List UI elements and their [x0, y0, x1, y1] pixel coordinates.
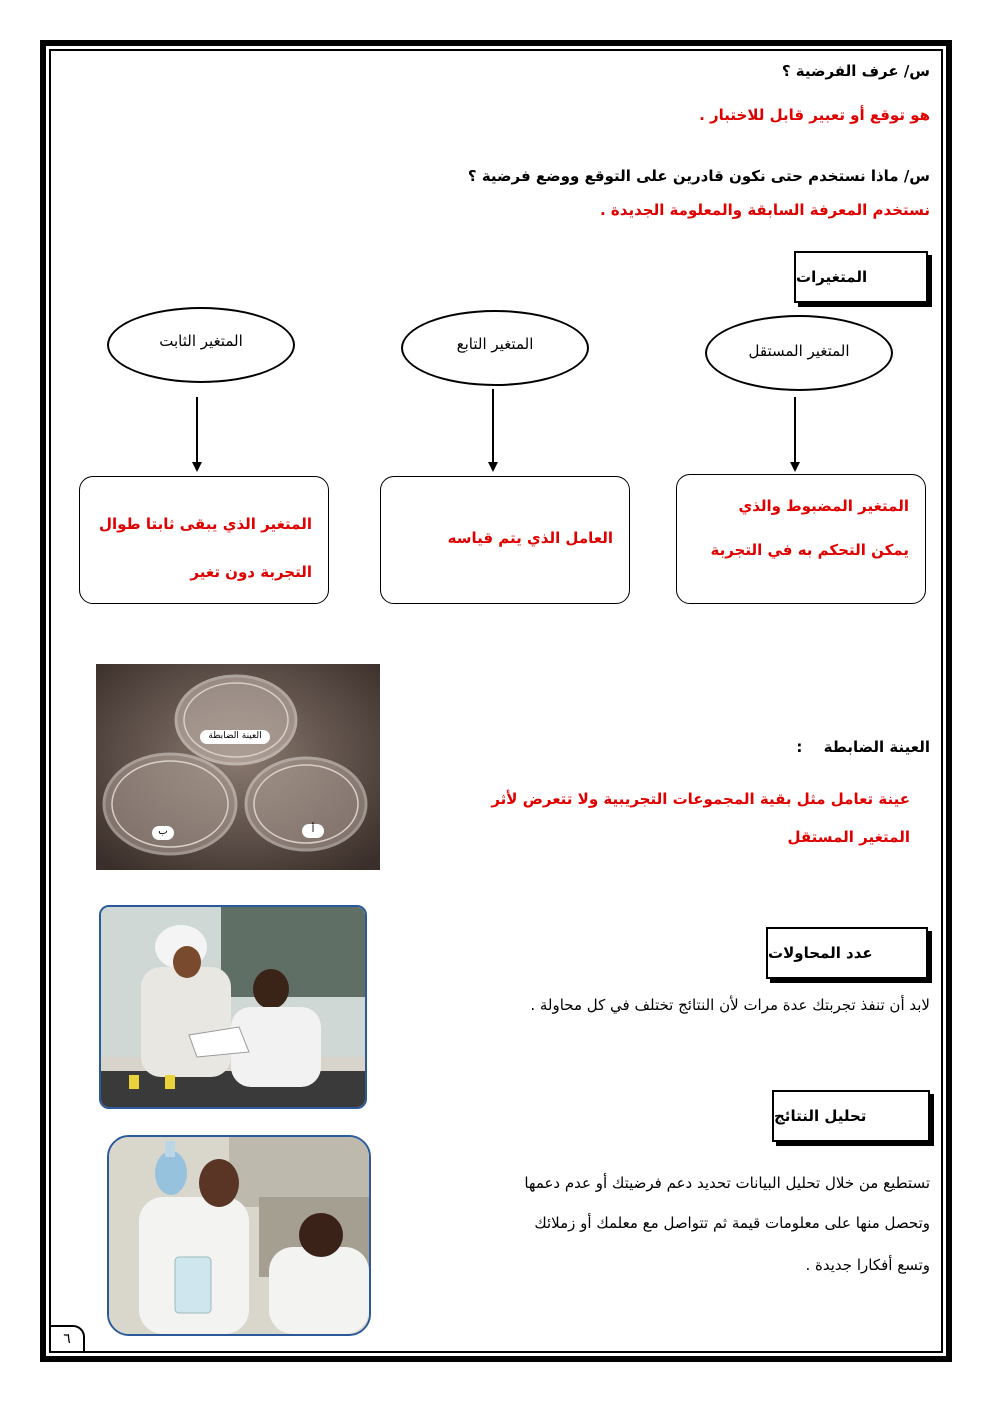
variables-heading [794, 251, 928, 303]
control-sample-tag: العينة الضابطة [208, 731, 262, 741]
analysis-line2: وتحصل منها على معلومات قيمة ثم تتواصل مع معلمك أو زملائك [534, 1214, 930, 1232]
lab-photo-2-drawing [109, 1137, 369, 1334]
variables-heading-text: المتغيرات [796, 268, 868, 286]
analysis-line3: وتسع أفكارا جديدة . [805, 1256, 930, 1274]
independent-variable-line2: يمكن التحكم به في التجربة [710, 541, 909, 559]
arrow-constant-line [196, 397, 198, 463]
control-sample-colon: : [796, 738, 803, 756]
constant-variable-title: المتغير الثابت [159, 332, 243, 350]
lab-photo-1-drawing [101, 907, 365, 1107]
arrow-constant-head [192, 462, 202, 472]
independent-variable-box [676, 474, 926, 604]
lab-students-experiment-image [107, 1135, 371, 1336]
dish-b-tag: ب [158, 826, 168, 837]
control-sample-heading [630, 738, 930, 756]
arrow-independent-line [794, 397, 796, 463]
petri-dishes-drawing [96, 664, 380, 870]
dependent-variable-box [380, 476, 630, 604]
analysis-heading-text: تحليل النتائج [774, 1107, 867, 1125]
page-number-box [49, 1325, 85, 1353]
page-number: ٦ [63, 1331, 71, 1347]
answer-2: نستخدم المعرفة السابقة والمعلومة الجديدة . [600, 201, 930, 219]
oval-independent-variable [705, 315, 893, 391]
arrow-dependent-head [488, 462, 498, 472]
trials-heading [766, 927, 928, 979]
dependent-variable-title: المتغير التابع [456, 335, 534, 353]
independent-variable-title: المتغير المستقل [748, 342, 850, 360]
petri-dishes-image [96, 664, 380, 870]
dish-a-tag: أ [311, 824, 315, 835]
answer-1: هو توقع أو تعبير قابل للاختبار . [699, 106, 930, 124]
lab-teacher-student-image [99, 905, 367, 1109]
trials-text: لابد أن تنفذ تجربتك عدة مرات لأن النتائج تختلف في كل محاولة . [530, 996, 930, 1014]
constant-variable-box [79, 476, 329, 604]
analysis-heading [772, 1090, 930, 1142]
question-2: س/ ماذا نستخدم حتى نكون قادرين على التوقع ووضع فرضية ؟ [467, 167, 930, 185]
arrow-independent-head [790, 462, 800, 472]
independent-variable-line1: المتغير المضبوط والذي [738, 497, 909, 515]
control-sample-heading-text: العينة الضابطة [823, 738, 930, 756]
oval-constant-variable [107, 307, 295, 383]
dependent-variable-line1: العامل الذي يتم قياسه [447, 529, 613, 547]
control-sample-line1: عينة تعامل مثل بقية المجموعات التجريبية ولا تتعرض لأثر [491, 790, 910, 808]
analysis-line1: تستطيع من خلال تحليل البيانات تحديد دعم فرضيتك أو عدم دعمها [524, 1174, 930, 1192]
constant-variable-line1: المتغير الذي يبقى ثابتا طوال [98, 515, 312, 533]
trials-heading-text: عدد المحاولات [768, 944, 873, 962]
control-sample-line2: المتغير المستقل [787, 828, 910, 846]
constant-variable-line2: التجربة دون تغير [190, 563, 312, 581]
arrow-dependent-line [492, 389, 494, 463]
question-1: س/ عرف الفرضية ؟ [781, 62, 930, 80]
oval-dependent-variable [401, 310, 589, 386]
